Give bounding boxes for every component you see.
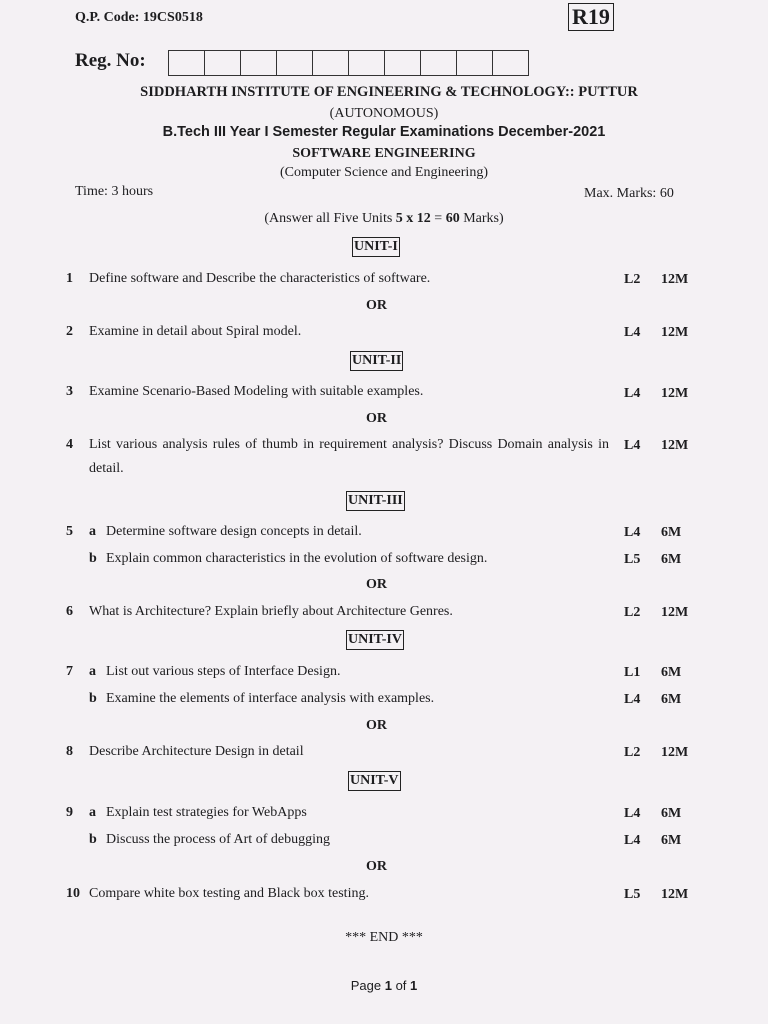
autonomous-label: (AUTONOMOUS) <box>329 106 439 121</box>
question-level: L4 <box>624 806 641 821</box>
question-text: List out various steps of Interface Design. <box>106 664 341 679</box>
question-number: 5 <box>66 524 73 539</box>
time-label: Time: 3 hours <box>75 184 154 199</box>
reg-no-box[interactable] <box>277 51 313 75</box>
question-level: L4 <box>624 692 641 707</box>
question-marks: 12M <box>661 325 689 340</box>
instruction-line <box>0 211 768 227</box>
question-marks: 12M <box>661 745 689 760</box>
institute-name: SIDDHARTH INSTITUTE OF ENGINEERING & TECHNOLOGY:: PUTTUR <box>140 84 638 100</box>
reg-no-label: Reg. No: <box>75 50 146 71</box>
question-text: Compare white box testing and Black box testing. <box>89 886 369 901</box>
question-number: 8 <box>66 744 73 759</box>
unit-4-heading: UNIT-IV <box>346 630 404 650</box>
reg-no-boxes[interactable] <box>168 50 529 76</box>
question-marks: 12M <box>661 605 689 620</box>
or-separator: OR <box>366 718 387 733</box>
question-level: L1 <box>624 665 641 680</box>
question-level: L2 <box>624 745 641 760</box>
question-level: L4 <box>624 325 641 340</box>
max-marks-label: Max. Marks: 60 <box>584 186 674 201</box>
page-total: 1 <box>410 978 418 993</box>
or-separator: OR <box>366 577 387 592</box>
or-separator: OR <box>366 859 387 874</box>
instruction-pre: (Answer all Five Units <box>264 211 396 226</box>
question-marks: 6M <box>661 525 682 540</box>
question-subpart: b <box>89 832 97 847</box>
or-separator: OR <box>366 411 387 426</box>
question-marks: 12M <box>661 887 689 902</box>
instruction-total: 60 <box>445 211 460 226</box>
question-level: L2 <box>624 605 641 620</box>
question-level: L4 <box>624 438 641 453</box>
question-marks: 12M <box>661 272 689 287</box>
question-text: Discuss the process of Art of debugging <box>106 832 330 847</box>
question-level: L4 <box>624 386 641 401</box>
instruction-post: Marks) <box>459 211 504 226</box>
question-text: Explain test strategies for WebApps <box>106 805 307 820</box>
question-text: Explain common characteristics in the evolution of software design. <box>106 551 488 566</box>
question-text: Examine the elements of interface analysis with examples. <box>106 691 435 706</box>
question-subpart: b <box>89 691 97 706</box>
question-level: L5 <box>624 552 641 567</box>
reg-no-box[interactable] <box>169 51 205 75</box>
question-number: 1 <box>66 271 73 286</box>
question-text: Examine Scenario-Based Modeling with suitable examples. <box>89 384 424 399</box>
question-marks: 12M <box>661 438 689 453</box>
subject-title: SOFTWARE ENGINEERING <box>292 146 476 161</box>
question-marks: 6M <box>661 692 682 707</box>
reg-no-box[interactable] <box>385 51 421 75</box>
qp-code: Q.P. Code: 19CS0518 <box>75 10 203 25</box>
exam-title: B.Tech III Year I Semester Regular Examinations December-2021 <box>162 124 606 140</box>
question-level: L4 <box>624 525 641 540</box>
page-of: of <box>391 978 411 993</box>
instruction-units-marks: 5 x 12 <box>395 211 431 226</box>
reg-no-box[interactable] <box>205 51 241 75</box>
unit-2-heading: UNIT-II <box>350 351 403 371</box>
question-text: Determine software design concepts in detail. <box>106 524 362 539</box>
reg-no-box[interactable] <box>457 51 493 75</box>
page-current: 1 <box>384 978 392 993</box>
question-subpart: a <box>89 664 96 679</box>
question-text: What is Architecture? Explain briefly about Architecture Genres. <box>89 604 453 619</box>
unit-3-heading: UNIT-III <box>346 491 405 511</box>
or-separator: OR <box>366 298 387 313</box>
question-marks: 12M <box>661 386 689 401</box>
question-level: L5 <box>624 887 641 902</box>
regulation-badge: R19 <box>568 3 614 31</box>
question-text: Describe Architecture Design in detail <box>89 744 304 759</box>
question-number: 9 <box>66 805 73 820</box>
question-subpart: b <box>89 551 97 566</box>
question-subpart: a <box>89 805 96 820</box>
question-marks: 6M <box>661 552 682 567</box>
question-number: 7 <box>66 664 73 679</box>
question-marks: 6M <box>661 806 682 821</box>
question-text: Define software and Describe the characteristics of software. <box>89 271 431 286</box>
end-marker: *** END *** <box>345 930 423 945</box>
question-marks: 6M <box>661 833 682 848</box>
question-subpart: a <box>89 524 96 539</box>
question-level: L4 <box>624 833 641 848</box>
unit-5-heading: UNIT-V <box>348 771 401 791</box>
reg-no-box[interactable] <box>421 51 457 75</box>
question-marks: 6M <box>661 665 682 680</box>
page-prefix: Page <box>350 978 385 993</box>
reg-no-box[interactable] <box>493 51 528 75</box>
unit-1-heading: UNIT-I <box>352 237 400 257</box>
page-indicator <box>0 978 768 993</box>
question-number: 10 <box>66 886 80 901</box>
reg-no-box[interactable] <box>313 51 349 75</box>
question-number: 6 <box>66 604 73 619</box>
instruction-mid: = <box>430 211 446 226</box>
question-level: L2 <box>624 272 641 287</box>
question-text: List various analysis rules of thumb in requirement analysis? Discuss Domain analysis in detail. <box>89 437 609 476</box>
question-text: Examine in detail about Spiral model. <box>89 324 302 339</box>
reg-no-box[interactable] <box>349 51 385 75</box>
question-number: 2 <box>66 324 73 339</box>
question-number: 4 <box>66 437 73 452</box>
reg-no-box[interactable] <box>241 51 277 75</box>
question-number: 3 <box>66 384 73 399</box>
department-label: (Computer Science and Engineering) <box>280 165 488 180</box>
